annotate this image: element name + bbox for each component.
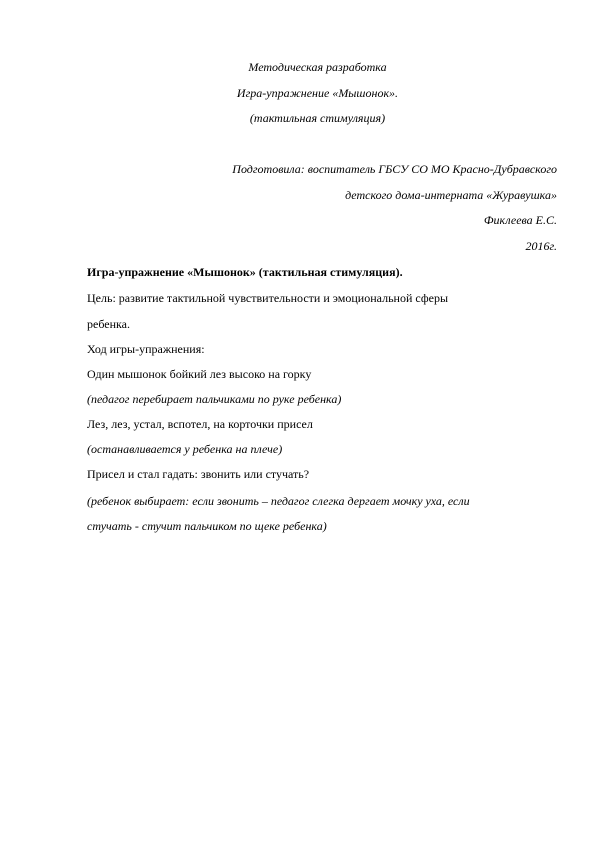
author-name: Фиклеева Е.С. <box>483 213 557 227</box>
verse-line-3: Присел и стал гадать: звонить или стучать? <box>87 467 310 481</box>
header-line-3: (тактильная стимуляция) <box>249 111 386 125</box>
author-line-1: Подготовила: воспитатель ГБСУ СО МО Красно-Дубравского <box>232 162 557 176</box>
author-line-2: детского дома-интерната «Журавушка» <box>345 188 557 202</box>
exercise-title: Игра-упражнение «Мышонок» (тактильная стимуляция). <box>87 265 403 279</box>
note-line-3a: (ребенок выбирает: если звонить – педагог слегка дергает мочку уха, если <box>87 494 470 508</box>
goal-line-1: Цель: развитие тактильной чувствительности и эмоциональной сферы <box>87 291 449 305</box>
note-line-1: (педагог перебирает пальчиками по руке ребенка) <box>87 392 342 406</box>
goal-line-2: ребенка. <box>87 317 130 331</box>
verse-line-1: Один мышонок бойкий лез высоко на горку <box>87 367 312 381</box>
verse-line-2: Лез, лез, устал, вспотел, на корточки присел <box>87 417 313 431</box>
course-heading: Ход игры-упражнения: <box>87 342 205 356</box>
header-line-2: Игра-упражнение «Мышонок». <box>236 86 399 100</box>
author-year: 2016г. <box>525 239 557 253</box>
note-line-2: (останавливается у ребенка на плече) <box>87 442 283 456</box>
header-line-1: Методическая разработка <box>248 60 387 74</box>
note-line-3b: стучать - стучит пальчиком по щеке ребенка) <box>87 519 327 533</box>
